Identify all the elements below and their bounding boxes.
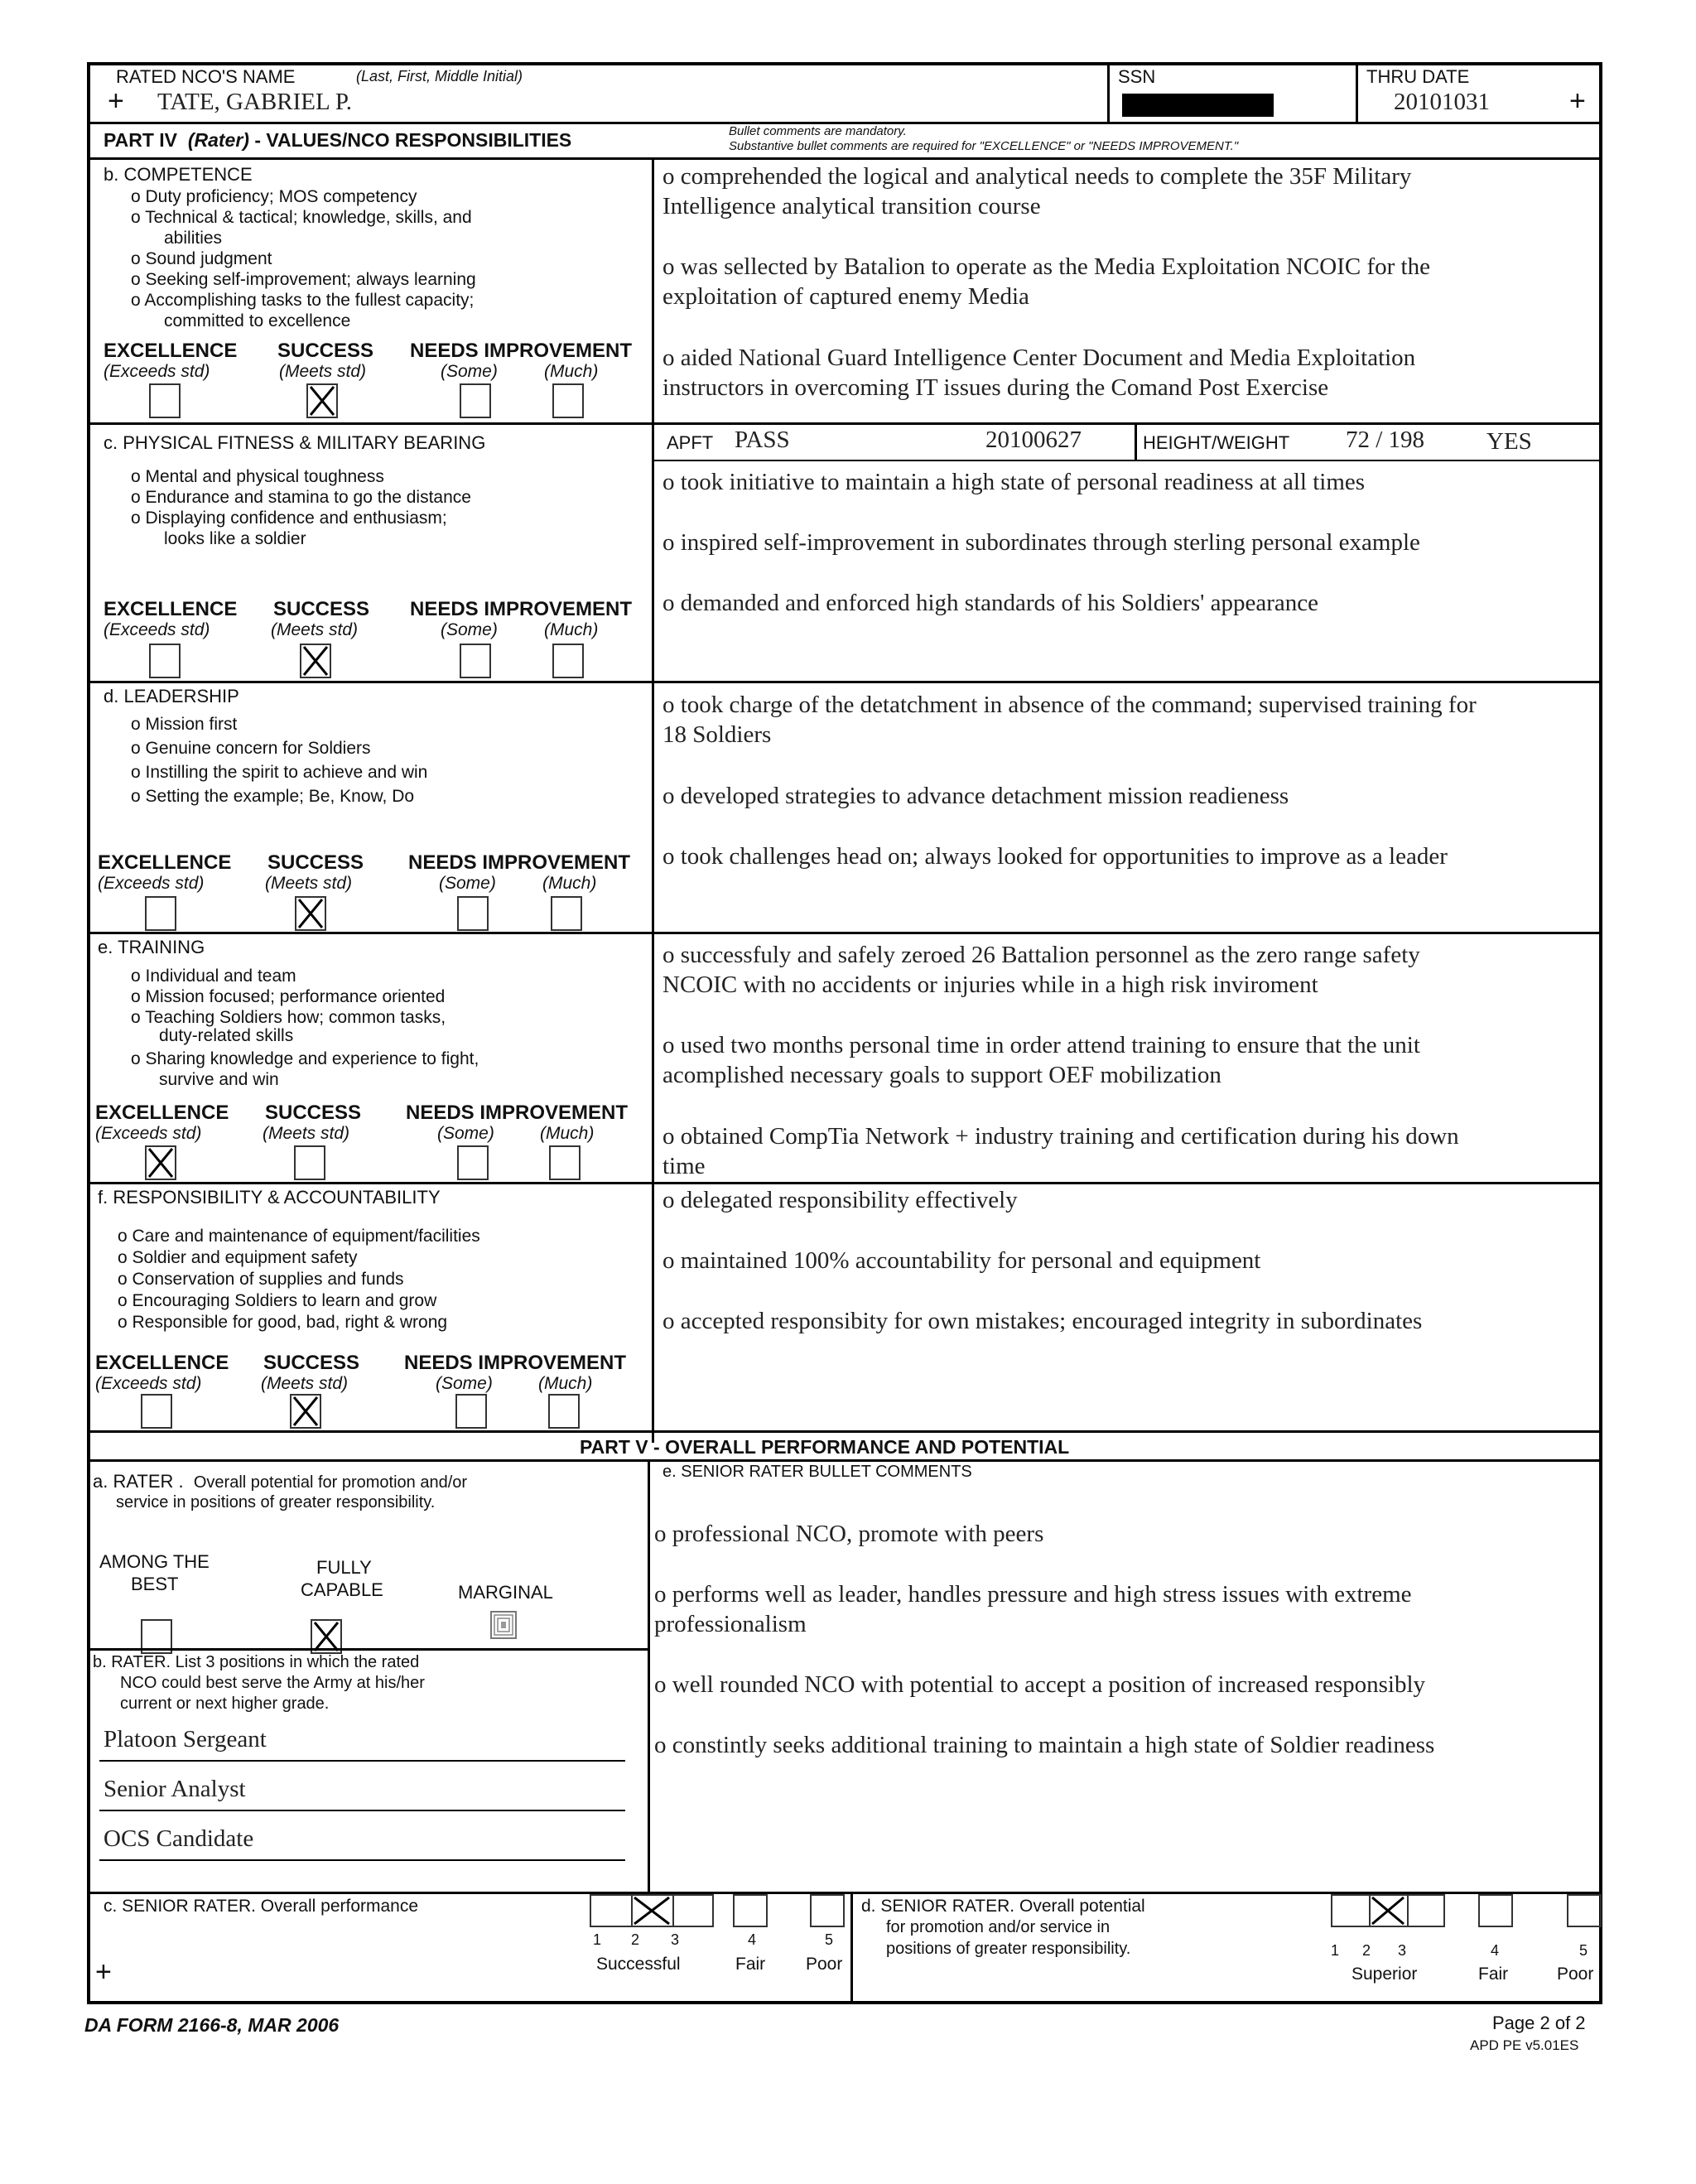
- check-x-icon: [314, 1622, 339, 1651]
- excellence-label: EXCELLENCE: [95, 1102, 229, 1124]
- part4-note-1: Bullet comments are mandatory.: [729, 124, 907, 138]
- leadership-title: d. LEADERSHIP: [104, 686, 239, 706]
- fitness-comment: o took initiative to maintain a high state of personal readiness at all times: [662, 469, 1366, 495]
- competence-comment: o comprehended the logical and analytical needs to complete the 35F Military: [662, 163, 1412, 190]
- potential-num: 2: [1362, 1942, 1371, 1959]
- success-label: SUCCESS: [277, 340, 374, 362]
- leadership-some-box[interactable]: [457, 896, 489, 931]
- competence-item: o Technical & tactical; knowledge, skills, and: [131, 208, 472, 227]
- among-best-label: BEST: [131, 1574, 179, 1594]
- rater-b-text: b. RATER. List 3 positions in which the rated: [93, 1653, 420, 1671]
- senior-rater-comment: o well rounded NCO with potential to accept a position of increased responsibly: [654, 1671, 1426, 1698]
- some-label: (Some): [437, 1124, 494, 1143]
- check-x-icon: [298, 899, 323, 928]
- divider: [89, 1459, 1601, 1462]
- competence-item: abilities: [164, 229, 223, 248]
- fitness-much-box[interactable]: [552, 644, 584, 678]
- potential-num: 3: [1398, 1942, 1407, 1959]
- divider: [89, 1182, 1601, 1184]
- divider: [99, 1810, 625, 1811]
- height-weight-result: YES: [1486, 428, 1532, 455]
- competence-some-box[interactable]: [460, 383, 491, 418]
- check-x-icon: [1371, 1897, 1405, 1925]
- check-x-icon: [633, 1897, 671, 1925]
- potential-num: 5: [1579, 1942, 1588, 1959]
- apft-value: PASS: [735, 427, 790, 453]
- training-title: e. TRAINING: [98, 937, 205, 957]
- divider: [89, 1648, 648, 1651]
- fitness-item: o Mental and physical toughness: [131, 467, 384, 486]
- responsibility-some-box[interactable]: [455, 1394, 487, 1429]
- check-x-icon: [310, 386, 335, 416]
- excellence-label: EXCELLENCE: [98, 851, 232, 874]
- some-label: (Some): [439, 874, 496, 893]
- competence-item: o Sound judgment: [131, 249, 272, 268]
- training-much-box[interactable]: [549, 1145, 581, 1180]
- marginal-box[interactable]: [490, 1611, 517, 1639]
- divider: [89, 932, 1601, 934]
- much-label: (Much): [542, 874, 597, 893]
- senior-rater-comment: professionalism: [654, 1611, 807, 1637]
- fitness-comment: o demanded and enforced high standards of his Soldiers' appearance: [662, 590, 1318, 616]
- excellence-label: EXCELLENCE: [104, 340, 238, 362]
- responsibility-item: o Responsible for good, bad, right & wrong: [118, 1313, 448, 1332]
- competence-comment: instructors in overcoming IT issues during the Comand Post Exercise: [662, 374, 1329, 401]
- divider: [652, 460, 1601, 461]
- meets-label: (Meets std): [263, 1124, 350, 1143]
- competence-comment: exploitation of captured enemy Media: [662, 283, 1029, 310]
- responsibility-item: o Care and maintenance of equipment/facilities: [118, 1227, 480, 1246]
- meets-label: (Meets std): [265, 874, 353, 893]
- success-label: SUCCESS: [265, 1102, 362, 1124]
- form-version: APD PE v5.01ES: [1470, 2037, 1579, 2053]
- performance-box-5[interactable]: [810, 1894, 845, 1927]
- leadership-comment: o developed strategies to advance detachment mission readieness: [662, 783, 1289, 809]
- meets-label: (Meets std): [261, 1374, 349, 1393]
- position-2: Senior Analyst: [104, 1776, 246, 1802]
- competence-excellence-box[interactable]: [149, 383, 181, 418]
- ssn-label: SSN: [1118, 66, 1156, 87]
- thru-date-value: 20101031: [1394, 89, 1490, 115]
- fully-capable-label: FULLY: [316, 1557, 372, 1578]
- training-comment: NCOIC with no accidents or injuries while in a high risk inviroment: [662, 971, 1318, 998]
- check-x-icon: [293, 1396, 318, 1426]
- position-3: OCS Candidate: [104, 1825, 254, 1852]
- fitness-comment: o inspired self-improvement in subordinates through sterling personal example: [662, 529, 1420, 556]
- competence-item: o Duty proficiency; MOS competency: [131, 187, 417, 206]
- apft-date: 20100627: [985, 427, 1082, 453]
- needs-improvement-label: NEEDS IMPROVEMENT: [406, 1102, 629, 1124]
- registration-mark: +: [95, 1956, 112, 1988]
- much-label: (Much): [544, 620, 599, 639]
- training-item: duty-related skills: [159, 1026, 294, 1045]
- performance-num: 5: [825, 1931, 834, 1948]
- rated-name-value: TATE, GABRIEL P.: [157, 89, 353, 115]
- height-weight-label: HEIGHT/WEIGHT: [1143, 432, 1290, 453]
- needs-improvement-label: NEEDS IMPROVEMENT: [404, 1352, 627, 1374]
- column-divider: [652, 157, 654, 1443]
- competence-item: o Accomplishing tasks to the fullest capacity;: [131, 291, 475, 310]
- leadership-comment: o took charge of the detatchment in absence of the command; supervised training for: [662, 692, 1477, 718]
- page-number: Page 2 of 2: [1492, 2013, 1586, 2033]
- competence-comment: Intelligence analytical transition course: [662, 193, 1041, 219]
- competence-item: committed to excellence: [164, 311, 351, 330]
- potential-box-4[interactable]: [1478, 1894, 1513, 1927]
- marginal-label: MARGINAL: [458, 1582, 553, 1603]
- fitness-success-box[interactable]: [300, 644, 331, 678]
- potential-word: Fair: [1478, 1965, 1509, 1984]
- part4-note-2: Substantive bullet comments are required for "EXCELLENCE" or "NEEDS IMPROVEMENT.": [729, 139, 1239, 153]
- divider: [89, 157, 1601, 160]
- rater-a-title: a. RATER . Overall potential for promotion and/or: [93, 1471, 468, 1492]
- leadership-excellence-box[interactable]: [145, 896, 176, 931]
- responsibility-item: o Encouraging Soldiers to learn and grow: [118, 1291, 437, 1310]
- training-excellence-box[interactable]: [145, 1145, 176, 1180]
- competence-item: o Seeking self-improvement; always learning: [131, 270, 476, 289]
- part4-title: PART IV (Rater) - VALUES/NCO RESPONSIBILITIES: [104, 129, 572, 151]
- much-label: (Much): [540, 1124, 595, 1143]
- rated-name-hint: (Last, First, Middle Initial): [356, 68, 523, 84]
- training-success-box[interactable]: [294, 1145, 325, 1180]
- divider: [89, 681, 1601, 683]
- leadership-item: o Genuine concern for Soldiers: [131, 739, 371, 758]
- leadership-item: o Mission first: [131, 715, 238, 734]
- training-comment: acomplished necessary goals to support OEF mobilization: [662, 1062, 1221, 1088]
- leadership-success-box[interactable]: [295, 896, 326, 931]
- senior-rater-comments-title: e. SENIOR RATER BULLET COMMENTS: [662, 1463, 972, 1481]
- senior-rater-potential-text: for promotion and/or service in: [886, 1918, 1111, 1936]
- needs-improvement-label: NEEDS IMPROVEMENT: [410, 598, 633, 620]
- rated-name-label: RATED NCO'S NAME: [116, 66, 296, 87]
- apft-label: APFT: [667, 432, 714, 453]
- thru-date-label: THRU DATE: [1366, 66, 1470, 87]
- leadership-much-box[interactable]: [551, 896, 582, 931]
- leadership-comment: 18 Soldiers: [662, 721, 772, 748]
- registration-mark: +: [1569, 85, 1586, 117]
- training-comment: o used two months personal time in order attend training to ensure that the unit: [662, 1032, 1420, 1058]
- rater-a-text: service in positions of greater responsibility.: [116, 1493, 436, 1511]
- divider: [1135, 422, 1137, 460]
- responsibility-comment: o delegated responsibility effectively: [662, 1187, 1018, 1213]
- senior-rater-comment: o constintly seeks additional training to maintain a high state of Soldier readiness: [654, 1732, 1435, 1758]
- training-item: o Sharing knowledge and experience to fight,: [131, 1049, 479, 1068]
- divider: [1356, 64, 1358, 122]
- divider: [89, 1430, 1601, 1433]
- column-divider: [648, 1459, 650, 1892]
- potential-word: Superior: [1352, 1965, 1418, 1984]
- senior-rater-performance-title: c. SENIOR RATER. Overall performance: [104, 1897, 419, 1916]
- responsibility-item: o Soldier and equipment safety: [118, 1248, 358, 1267]
- responsibility-comment: o maintained 100% accountability for personal and equipment: [662, 1247, 1261, 1274]
- potential-boxes-1-3[interactable]: [1331, 1894, 1445, 1927]
- position-1: Platoon Sergeant: [104, 1726, 267, 1753]
- competence-comment: o was sellected by Batalion to operate as the Media Exploitation NCOIC for the: [662, 253, 1430, 280]
- exceeds-label: (Exceeds std): [104, 620, 210, 639]
- performance-word: Successful: [596, 1955, 681, 1974]
- senior-rater-potential-title: d. SENIOR RATER. Overall potential: [861, 1897, 1145, 1916]
- form-number: DA FORM 2166-8, MAR 2006: [84, 2014, 340, 2036]
- excellence-label: EXCELLENCE: [104, 598, 238, 620]
- success-label: SUCCESS: [267, 851, 364, 874]
- exceeds-label: (Exceeds std): [98, 874, 205, 893]
- divider: [1107, 64, 1110, 122]
- much-label: (Much): [538, 1374, 593, 1393]
- exceeds-label: (Exceeds std): [95, 1124, 202, 1143]
- responsibility-success-box[interactable]: [290, 1394, 321, 1429]
- performance-boxes-1-3[interactable]: [590, 1894, 714, 1927]
- exceeds-label: (Exceeds std): [104, 362, 210, 381]
- responsibility-much-box[interactable]: [548, 1394, 580, 1429]
- some-label: (Some): [436, 1374, 493, 1393]
- fitness-item: o Displaying confidence and enthusiasm;: [131, 509, 447, 528]
- potential-word: Poor: [1557, 1965, 1594, 1984]
- meets-label: (Meets std): [271, 620, 359, 639]
- part5-title: PART V - OVERALL PERFORMANCE AND POTENTIAL: [580, 1436, 1070, 1458]
- needs-improvement-label: NEEDS IMPROVEMENT: [408, 851, 631, 874]
- leadership-item: o Setting the example; Be, Know, Do: [131, 787, 415, 806]
- divider: [89, 422, 1601, 425]
- needs-improvement-label: NEEDS IMPROVEMENT: [410, 340, 633, 362]
- training-item: survive and win: [159, 1070, 279, 1089]
- rater-b-text: NCO could best serve the Army at his/her: [120, 1674, 425, 1692]
- competence-title: b. COMPETENCE: [104, 164, 253, 185]
- some-label: (Some): [441, 362, 498, 381]
- competence-success-box[interactable]: [306, 383, 338, 418]
- exceeds-label: (Exceeds std): [95, 1374, 202, 1393]
- performance-num: 3: [671, 1931, 680, 1948]
- divider: [99, 1760, 625, 1762]
- success-label: SUCCESS: [263, 1352, 360, 1374]
- training-item: o Teaching Soldiers how; common tasks,: [131, 1008, 446, 1027]
- performance-word: Poor: [806, 1955, 843, 1974]
- training-comment: time: [662, 1153, 706, 1179]
- shaded-pattern-icon: [493, 1613, 514, 1637]
- meets-label: (Meets std): [279, 362, 367, 381]
- divider: [99, 1859, 625, 1861]
- potential-box-5[interactable]: [1567, 1894, 1602, 1927]
- check-x-icon: [148, 1148, 173, 1178]
- performance-num: 4: [748, 1931, 757, 1948]
- much-label: (Much): [544, 362, 599, 381]
- competence-much-box[interactable]: [552, 383, 584, 418]
- training-some-box[interactable]: [457, 1145, 489, 1180]
- leadership-item: o Instilling the spirit to achieve and win: [131, 763, 428, 782]
- check-x-icon: [303, 646, 328, 676]
- rater-b-text: current or next higher grade.: [120, 1695, 330, 1713]
- registration-mark: +: [108, 85, 124, 117]
- performance-box-4[interactable]: [733, 1894, 768, 1927]
- responsibility-item: o Conservation of supplies and funds: [118, 1270, 404, 1289]
- success-label: SUCCESS: [273, 598, 370, 620]
- leadership-comment: o took challenges head on; always looked for opportunities to improve as a leader: [662, 843, 1448, 870]
- some-label: (Some): [441, 620, 498, 639]
- fitness-item: o Endurance and stamina to go the distance: [131, 488, 471, 507]
- competence-comment: o aided National Guard Intelligence Center Document and Media Exploitation: [662, 345, 1416, 371]
- senior-rater-potential-text: positions of greater responsibility.: [886, 1940, 1131, 1958]
- potential-num: 1: [1331, 1942, 1340, 1959]
- potential-num: 4: [1491, 1942, 1500, 1959]
- among-best-label: AMONG THE: [99, 1551, 210, 1572]
- senior-rater-comment: o performs well as leader, handles pressure and high stress issues with extreme: [654, 1581, 1412, 1608]
- fitness-item: looks like a soldier: [164, 529, 306, 548]
- height-weight-value: 72 / 198: [1346, 427, 1425, 453]
- responsibility-title: f. RESPONSIBILITY & ACCOUNTABILITY: [98, 1187, 441, 1208]
- fitness-excellence-box[interactable]: [149, 644, 181, 678]
- training-comment: o obtained CompTia Network + industry training and certification during his down: [662, 1123, 1459, 1150]
- responsibility-excellence-box[interactable]: [141, 1394, 172, 1429]
- divider: [850, 1892, 853, 2004]
- performance-word: Fair: [735, 1955, 766, 1974]
- responsibility-comment: o accepted responsibity for own mistakes; encouraged integrity in subordinates: [662, 1308, 1423, 1334]
- ssn-redaction: [1122, 94, 1274, 117]
- performance-num: 1: [593, 1931, 602, 1948]
- training-item: o Individual and team: [131, 967, 296, 986]
- fitness-some-box[interactable]: [460, 644, 491, 678]
- senior-rater-comment: o professional NCO, promote with peers: [654, 1521, 1044, 1547]
- fitness-title: c. PHYSICAL FITNESS & MILITARY BEARING: [104, 432, 486, 453]
- excellence-label: EXCELLENCE: [95, 1352, 229, 1374]
- training-comment: o successfuly and safely zeroed 26 Battalion personnel as the zero range safety: [662, 942, 1420, 968]
- training-item: o Mission focused; performance oriented: [131, 987, 446, 1006]
- fully-capable-label: CAPABLE: [301, 1579, 383, 1600]
- performance-num: 2: [631, 1931, 640, 1948]
